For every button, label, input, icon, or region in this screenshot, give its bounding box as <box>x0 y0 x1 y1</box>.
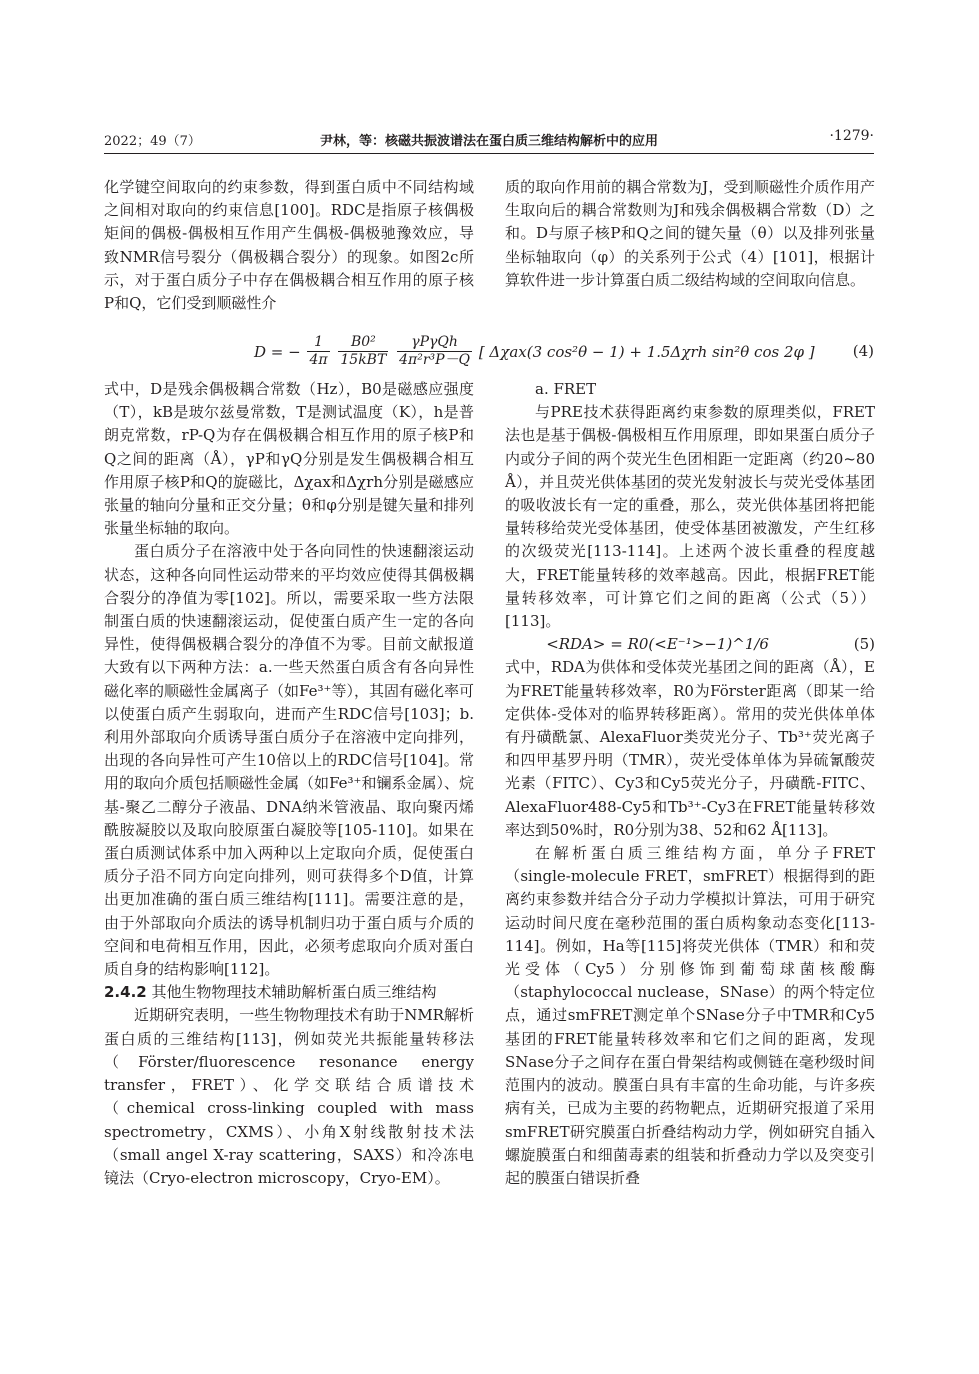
fraction-denominator: 4π²r³P－Q <box>399 352 471 368</box>
journal-volume: 2022；49（7） <box>104 134 201 149</box>
paragraph: 蛋白质分子在溶液中处于各向同性的快速翻滚运动状态，这种各向同性运动带来的平均效应使得其偶极耦合裂分的净值为零[102]。所以，需要采取一些方法限制蛋白质的快速翻滚运动，促使蛋白质产生一定的各向异性，使得偶极耦合裂分的净值不为零。目前文献报道大致有以下两种方法：a.一些天然蛋白质含有各向异性磁化率的顺磁性金属离子（如Fe³⁺等），其固有磁化率可以使蛋白质产生弱取向，进而产生RDC信号[103]；b.利用外部取向介质诱导蛋白质分子在溶液中定向排列，出现的各向异性可产生10倍以上的RDC信号[104]。常用的取向介质包括顺磁性金属（如Fe³⁺和镧系金属）、烷基-聚乙二醇分子液晶、DNA纳米管液晶、取向聚丙烯酰胺凝胶以及取向胶原蛋白凝胶等[105-110]。如果在蛋白质测试体系中加入两种以上定取向介质，促使蛋白质分子沿不同方向定向排列，则可获得多个D值，计算出更加准确的蛋白质三维结构[111]。需要注意的是，由于外部取向介质法的诱导机制归功于蛋白质与介质的空间和电荷相互作用，因此，必须考虑取向介质对蛋白质自身的结构影响[112]。 <box>104 542 474 979</box>
fraction-denominator: 15kBT <box>340 352 387 368</box>
subsection-title: a. FRET <box>535 380 597 398</box>
paragraph: 式中，D是残余偶极耦合常数（Hz），B0是磁感应强度（T），kB是玻尔兹曼常数，T是测试温度（K），h是普朗克常数，rP-Q为存在偶极耦合相互作用的原子核P和Q之间的距离（Å），γP和γQ分别是发生偶极耦合相互作用原子核P和Q的旋磁比，Δχax和Δχrh分别是磁感应张量的轴向分量和正交分量；θ和φ分别是键矢量和排列张量坐标轴的取向。 <box>104 380 474 538</box>
section-title: 其他生物物理技术辅助解析蛋白质三维结构 <box>151 983 437 1002</box>
page-number: ·1279· <box>829 128 874 144</box>
fraction-numerator: B0² <box>338 334 388 352</box>
fraction-denominator: 4π <box>309 352 328 368</box>
paragraph: 质的取向作用前的耦合常数为J，受到顺磁性介质作用产生取向后的耦合常数则为J和残余偶极耦合常数（D）之和。D与原子核P和Q之间的键矢量（θ）以及排列张量坐标轴取向（φ）的关系列于公式（4）[101]，根据计算软件进一步计算蛋白质二级结构域的空间取向信息。 <box>505 178 875 289</box>
paragraph: 化学键空间取向的约束参数，得到蛋白质中不同结构域之间相对取向的约束信息[100]。RDC是指原子核偶极矩间的偶极-偶极相互作用产生偶极-偶极驰豫效应，导致NMR信号裂分（偶极耦合裂分）的现象。如图2c所示，对于蛋白质分子中存在偶极耦合相互作用的原子核P和Q，它们受到顺磁性介 <box>104 178 474 313</box>
equation-bracket-term: [ Δχax(3 cos²θ − 1) + 1.5Δχrh sin²θ cos 2φ ] <box>478 342 815 361</box>
equation-5-body: <RDA> = R0(<E⁻¹>−1)^1/6 <box>546 635 769 654</box>
equation-4 <box>104 330 874 372</box>
bottom-right-column <box>505 378 875 1190</box>
paragraph: 在解析蛋白质三维结构方面，单分子FRET（single-molecule FRET，smFRET）根据得到的距离约束参数并结合分子动力学模拟计算法，可用于研究运动时间尺度在毫秒范围的蛋白质构象动态变化[113-114]。例如，Ha等[115]将荧光供体（TMR）和和荧光受体（Cy5）分别修饰到葡萄球菌核酸酶（staphylococcal nuclease，SNase）的两个特定位点，通过smFRET测定单个SNase分子中TMR和Cy5基团的FRET能量转移效率和它们之间的距离，发现SNase分子之间存在蛋白骨架结构或侧链在毫秒级时间范围内的波动。膜蛋白具有丰富的生命功能，与许多疾病有关，已成为主要的药物靶点，近期研究报道了采用smFRET研究膜蛋白折叠结构动力学，例如研究自插入螺旋膜蛋白和细菌毒素的组装和折叠动力学以及突变引起的膜蛋白错误折叠 <box>505 844 875 1187</box>
section-heading <box>104 981 474 1004</box>
top-right-column <box>505 176 875 292</box>
fraction-1 <box>307 334 329 369</box>
fraction-3 <box>397 334 472 369</box>
section-number: 2.4.2 <box>104 983 147 1002</box>
page-header <box>104 126 874 150</box>
equation-lhs: D = − <box>254 342 301 361</box>
fraction-numerator: γPγQh <box>397 334 472 352</box>
equation-number: (4) <box>852 342 874 360</box>
paragraph: 与PRE技术获得距离约束参数的原理类似，FRET法也是基于偶极-偶极相互作用原理，即如果蛋白质分子内或分子间的两个荧光生色团相距一定距离（约20~80 Å），并且荧光供体基团的荧光发射波长与荧光受体基团的吸收波长有一定的重叠，那么，荧光供体基团将把能量转移给荧光受体基团，使受体基团被激发，产生红移的次级荧光[113-114]。上述两个波长重叠的程度越大，FRET能量转移的效率越高。因此，根据FRET能量转移效率，可计算它们之间的距离（公式（5））[113]。 <box>505 403 875 631</box>
paragraph: 近期研究表明，一些生物物理技术有助于NMR解析蛋白质的三维结构[113]，例如荧光共振能量转移法（Förster/fluorescence resonance energy transfer，FRET）、化学交联结合质谱技术（chemical cross-linking coupled with mass spectrometry，CXMS）、小角X射线散射技术法（small angel X-ray scattering，SAXS）和冷冻电镜法（Cryo-electron microscopy，Cryo-EM）。 <box>104 1006 474 1187</box>
equation-4-body <box>254 334 815 369</box>
header-rule <box>104 153 874 154</box>
fraction-2 <box>338 334 388 369</box>
fraction-numerator: 1 <box>307 334 329 352</box>
running-title: 尹林，等：核磁共振波谱法在蛋白质三维结构解析中的应用 <box>319 134 658 149</box>
paragraph: 式中，RDA为供体和受体荧光基团之间的距离（Å），E为FRET能量转移效率，R0为Förster距离（即某一给定供体-受体对的临界转移距离）。常用的荧光供体单体有丹磺酰氯、AlexaFluor类荧光分子、Tb³⁺荧光离子和四甲基罗丹明（TMR），荧光受体单体为异硫氰酸荧光素（FITC）、Cy3和Cy5荧光分子，丹磺酰-FITC、AlexaFluor488-Cy5和Tb³⁺-Cy3在FRET能量转移效率达到50%时，R0分别为38、52和62 Å[113]。 <box>505 658 875 839</box>
top-left-column <box>104 176 474 315</box>
equation-5 <box>505 633 875 656</box>
equation-number: (5) <box>853 635 875 654</box>
bottom-left-column <box>104 378 474 1190</box>
